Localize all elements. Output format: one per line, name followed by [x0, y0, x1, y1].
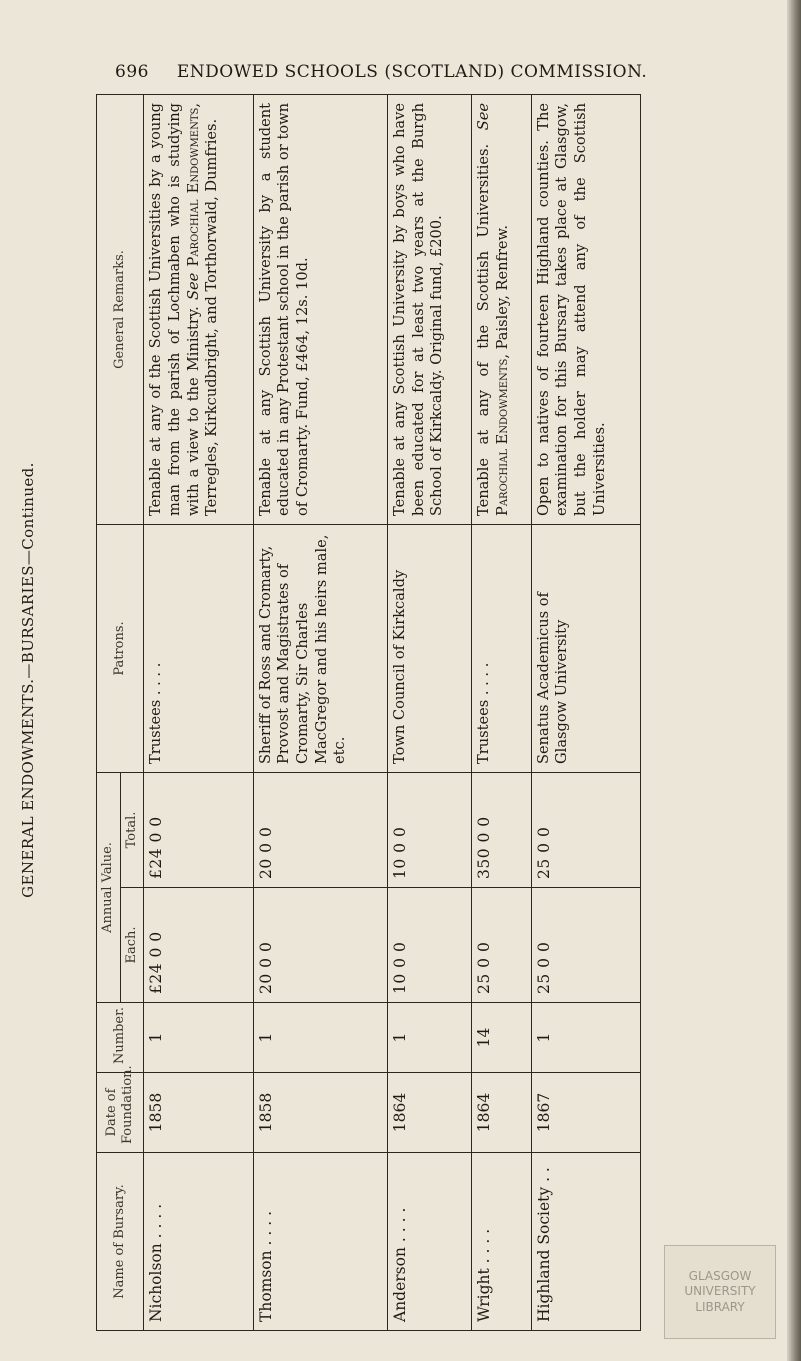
- table-row: [531, 94, 640, 1330]
- foundation-date: 1867: [531, 1073, 640, 1153]
- value-each: 25 0 0: [472, 888, 531, 1003]
- bursary-name: Nicholson . . . .: [144, 1153, 253, 1331]
- patrons: Trustees . . . .: [472, 524, 531, 772]
- page-edge-shadow: [787, 0, 801, 1361]
- remarks-text-end: Paisley, Renfrew.: [493, 225, 511, 355]
- value-each: £24 0 0: [144, 888, 253, 1003]
- foundation-date: 1864: [387, 1073, 471, 1153]
- section-title: [19, 462, 37, 898]
- remarks-reference: Parochial Endowments,: [184, 102, 202, 273]
- page-number: 696: [115, 62, 149, 82]
- remarks-see: See: [475, 102, 493, 131]
- foundation-date: 1858: [253, 1073, 387, 1153]
- col-header-date: Date of Foundation.: [97, 1073, 144, 1153]
- remarks: [472, 94, 531, 524]
- running-title: ENDOWED SCHOOLS (SCOTLAND) COMMISSION.: [176, 62, 648, 82]
- patrons: Senatus Academicus of Glasgow University: [531, 524, 640, 772]
- col-header-patrons: Patrons.: [97, 524, 144, 772]
- page-header: [115, 62, 715, 82]
- remarks-text: Tenable at any of the Scottish Universities.: [475, 130, 493, 516]
- value-total: 350 0 0: [472, 772, 531, 887]
- remarks: [144, 94, 253, 524]
- foundation-date: 1858: [144, 1073, 253, 1153]
- foundation-date: 1864: [472, 1073, 531, 1153]
- table-row: [387, 94, 471, 1330]
- bursary-name: Wright . . . .: [472, 1153, 531, 1331]
- bursary-number: 1: [144, 1003, 253, 1073]
- remarks: [531, 94, 640, 524]
- value-each: 25 0 0: [531, 888, 640, 1003]
- bursary-number: 1: [253, 1003, 387, 1073]
- library-stamp: [664, 1245, 776, 1339]
- value-total: 25 0 0: [531, 772, 640, 887]
- value-total: 20 0 0: [253, 772, 387, 887]
- remarks-see: See: [184, 272, 202, 300]
- remarks-text: Tenable at any of the Scottish Universities by a young man from the parish of Lochmaben who is studying with a view to the Ministry.: [147, 102, 202, 516]
- table-region: [96, 95, 641, 1331]
- header-row: [97, 94, 121, 1330]
- value-total: 10 0 0: [387, 772, 471, 887]
- remarks: [253, 94, 387, 524]
- bursaries-table: [96, 94, 641, 1331]
- section-title-text: GENERAL ENDOWMENTS.—BURSARIES—Continued.: [19, 462, 37, 898]
- table-row: [144, 94, 253, 1330]
- col-header-annual-value: Annual Value.: [97, 772, 121, 1002]
- bursary-name: Highland Society . .: [531, 1153, 640, 1331]
- stamp-line: UNIVERSITY: [684, 1284, 756, 1299]
- value-each: 10 0 0: [387, 888, 471, 1003]
- remarks-text: Tenable at any Scottish University by a student educated in any Protestant school in the parish or town of Cromarty. Fund, £464, 12s. 10d.: [256, 102, 311, 516]
- bursary-name: Anderson . . . .: [387, 1153, 471, 1331]
- remarks: [387, 94, 471, 524]
- bursary-name: Thomson . . . .: [253, 1153, 387, 1331]
- value-each: 20 0 0: [253, 888, 387, 1003]
- stamp-line: LIBRARY: [695, 1299, 745, 1314]
- patrons: Trustees . . . .: [144, 524, 253, 772]
- table-row: [472, 94, 531, 1330]
- patrons: Town Council of Kirkcaldy: [387, 524, 471, 772]
- patrons: Sheriff of Ross and Cromarty, Provost and Magistrates of Cromarty, Sir Charles MacGregor and his heirs male, etc.: [253, 524, 387, 772]
- col-header-name: Name of Bursary.: [97, 1153, 144, 1331]
- col-header-number: Number.: [97, 1003, 144, 1073]
- remarks-reference: Parochial Endowments,: [493, 354, 511, 516]
- remarks-text-end: Terregles, Kirkcudbright, and Torthorwald, Dumfries.: [203, 118, 221, 516]
- remarks-text: Open to natives of fourteen Highland counties. The examination for this Bursary takes place at Glasgow, but the holder may attend any of the Scottish Universities.: [534, 102, 608, 516]
- bursary-number: 14: [472, 1003, 531, 1073]
- remarks-text: Tenable at any Scottish University by boys who have been educated for at least two years at the Burgh School of Kirkcaldy. Original fund, £200.: [390, 102, 446, 516]
- stamp-line: GLASGOW: [688, 1268, 752, 1283]
- col-header-remarks: General Remarks.: [97, 94, 144, 524]
- bursary-number: 1: [387, 1003, 471, 1073]
- col-header-each: Each.: [120, 888, 144, 1003]
- rotated-table-frame: [96, 95, 641, 1331]
- value-total: £24 0 0: [144, 772, 253, 887]
- col-header-total: Total.: [120, 772, 144, 887]
- bursary-number: 1: [531, 1003, 640, 1073]
- table-row: [253, 94, 387, 1330]
